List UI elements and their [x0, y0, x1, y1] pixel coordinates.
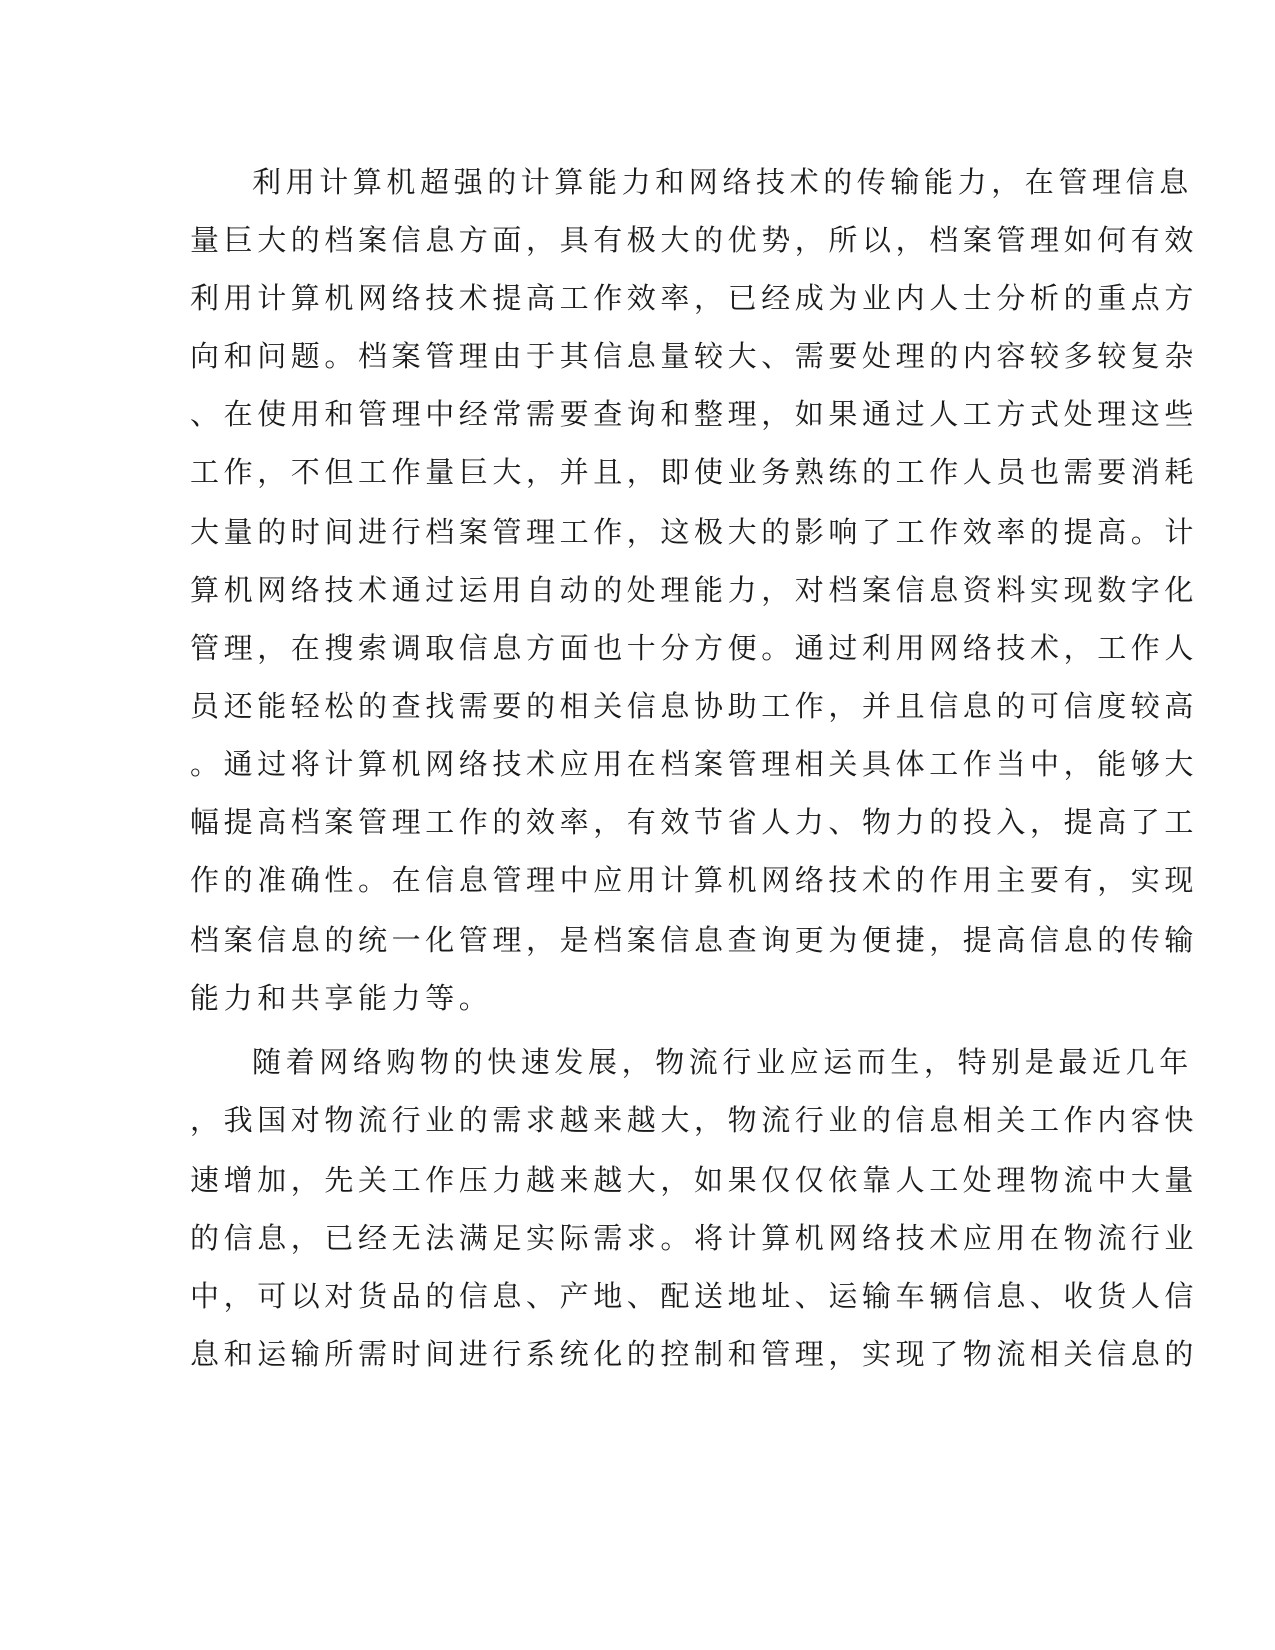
paragraph-2-line-1: 随着网络购物的快速发展，物流行业应运而生，特别是最近几年 [252, 1045, 1193, 1079]
paragraph-2-line-2: ，我国对物流行业的需求越来越大，物流行业的信息相关工作内容快 [190, 1103, 1199, 1137]
paragraph-1-line-7: 大量的时间进行档案管理工作，这极大的影响了工作效率的提高。计 [190, 515, 1199, 549]
paragraph-1-line-10: 员还能轻松的查找需要的相关信息协助工作，并且信息的可信度较高 [190, 689, 1199, 723]
paragraph-1-line-3: 利用计算机网络技术提高工作效率，已经成为业内人士分析的重点方 [190, 281, 1199, 315]
paragraph-1-line-1: 利用计算机超强的计算能力和网络技术的传输能力，在管理信息 [252, 165, 1193, 199]
paragraph-1-line-12: 幅提高档案管理工作的效率，有效节省人力、物力的投入，提高了工 [190, 805, 1199, 839]
paragraph-1-line-13: 作的准确性。在信息管理中应用计算机网络技术的作用主要有，实现 [190, 863, 1199, 897]
paragraph-1-line-5: 、在使用和管理中经常需要查询和整理，如果通过人工方式处理这些 [190, 397, 1199, 431]
paragraph-1-line-4: 向和问题。档案管理由于其信息量较大、需要处理的内容较多较复杂 [190, 339, 1199, 373]
paragraph-1-line-2: 量巨大的档案信息方面，具有极大的优势，所以，档案管理如何有效 [190, 223, 1199, 257]
paragraph-2-line-5: 中，可以对货品的信息、产地、配送地址、运输车辆信息、收货人信 [190, 1279, 1199, 1313]
paragraph-2-line-4: 的信息，已经无法满足实际需求。将计算机网络技术应用在物流行业 [190, 1221, 1199, 1255]
paragraph-1-line-9: 管理，在搜索调取信息方面也十分方便。通过利用网络技术，工作人 [190, 631, 1199, 665]
paragraph-1-line-8: 算机网络技术通过运用自动的处理能力，对档案信息资料实现数字化 [190, 573, 1199, 607]
paragraph-1-line-11: 。通过将计算机网络技术应用在档案管理相关具体工作当中，能够大 [190, 747, 1199, 781]
paragraph-2-line-6: 息和运输所需时间进行系统化的控制和管理，实现了物流相关信息的 [190, 1337, 1199, 1371]
paragraph-1-line-15: 能力和共享能力等。 [190, 981, 493, 1015]
paragraph-1-line-6: 工作，不但工作量巨大，并且，即使业务熟练的工作人员也需要消耗 [190, 455, 1199, 489]
paragraph-1-line-14: 档案信息的统一化管理，是档案信息查询更为便捷，提高信息的传输 [190, 923, 1199, 957]
paragraph-2-line-3: 速增加，先关工作压力越来越大，如果仅仅依靠人工处理物流中大量 [190, 1163, 1199, 1197]
